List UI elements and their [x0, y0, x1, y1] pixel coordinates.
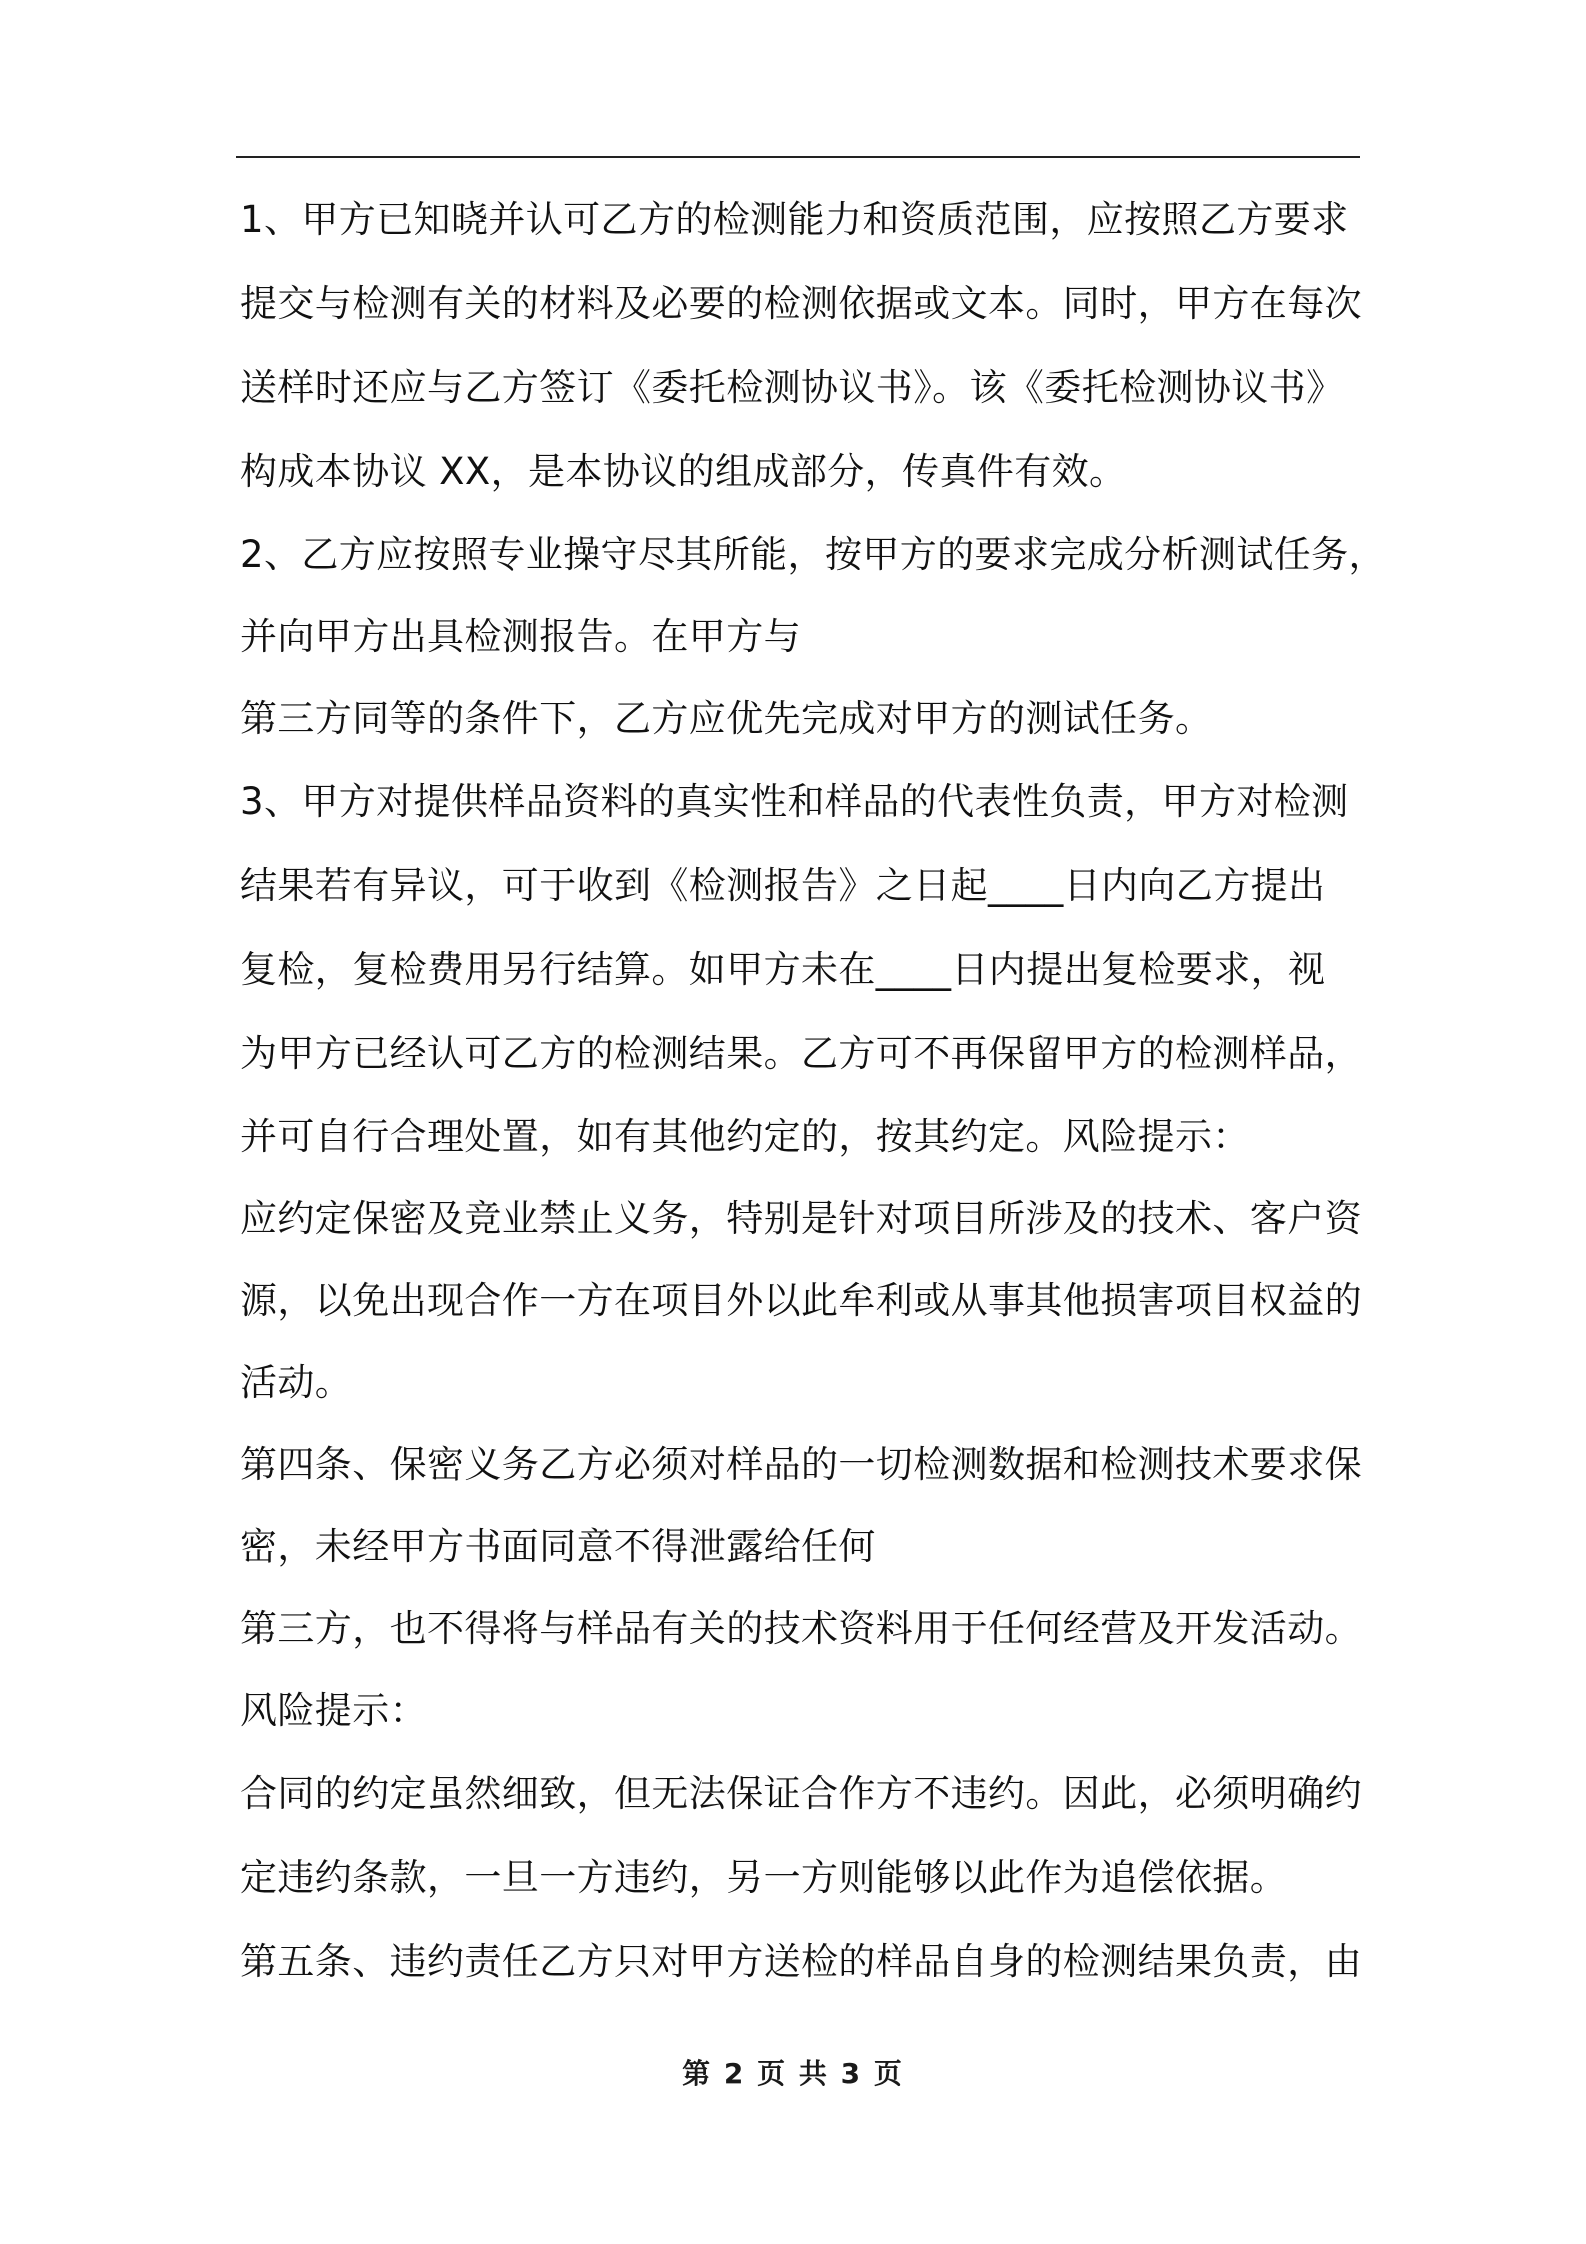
text-line: 结果若有异议，可于收到《检测报告》之日起____日内向乙方提出 [240, 864, 1326, 907]
text-line: 2、乙方应按照专业操守尽其所能，按甲方的要求完成分析测试任务， [240, 533, 1386, 576]
page-number-footer: 第 2 页 共 3 页 [682, 2057, 904, 2090]
text-line: 第五条、违约责任乙方只对甲方送检的样品自身的检测结果负责，由 [240, 1940, 1362, 1983]
text-line: 并可自行合理处置，如有其他约定的，按其约定。风险提示： [240, 1115, 1250, 1158]
text-line: 1、甲方已知晓并认可乙方的检测能力和资质范围，应按照乙方要求 [240, 198, 1349, 241]
text-line: 提交与检测有关的材料及必要的检测依据或文本。同时，甲方在每次 [240, 282, 1362, 325]
text-line: 应约定保密及竞业禁止义务，特别是针对项目所涉及的技术、客户资 [240, 1197, 1362, 1240]
text-line: 密，未经甲方书面同意不得泄露给任何 [240, 1525, 876, 1568]
text-line: 送样时还应与乙方签订《委托检测协议书》。该《委托检测协议书》 [240, 366, 1344, 409]
text-line: 风险提示： [240, 1689, 427, 1732]
text-line: 活动。 [240, 1361, 353, 1404]
document-body [240, 178, 1386, 2004]
text-line: 源，以免出现合作一方在项目外以此牟利或从事其他损害项目权益的 [240, 1279, 1362, 1322]
text-line: 定违约条款，一旦一方违约，另一方则能够以此作为追偿依据。 [240, 1856, 1288, 1899]
text-line: 并向甲方出具检测报告。在甲方与 [240, 615, 801, 658]
text-line: 合同的约定虽然细致，但无法保证合作方不违约。因此，必须明确约 [240, 1772, 1362, 1815]
text-line: 第四条、保密义务乙方必须对样品的一切检测数据和检测技术要求保 [240, 1443, 1362, 1486]
header-rule [236, 156, 1360, 158]
text-line: 构成本协议 XX，是本协议的组成部分，传真件有效。 [240, 450, 1127, 493]
text-line: 复检，复检费用另行结算。如甲方未在____日内提出复检要求，视 [240, 948, 1326, 991]
text-line: 为甲方已经认可乙方的检测结果。乙方可不再保留甲方的检测样品， [240, 1032, 1362, 1075]
text-line: 第三方，也不得将与样品有关的技术资料用于任何经营及开发活动。 [240, 1607, 1362, 1650]
text-line: 第三方同等的条件下，乙方应优先完成对甲方的测试任务。 [240, 697, 1213, 740]
text-line: 3、甲方对提供样品资料的真实性和样品的代表性负责，甲方对检测 [240, 780, 1349, 823]
